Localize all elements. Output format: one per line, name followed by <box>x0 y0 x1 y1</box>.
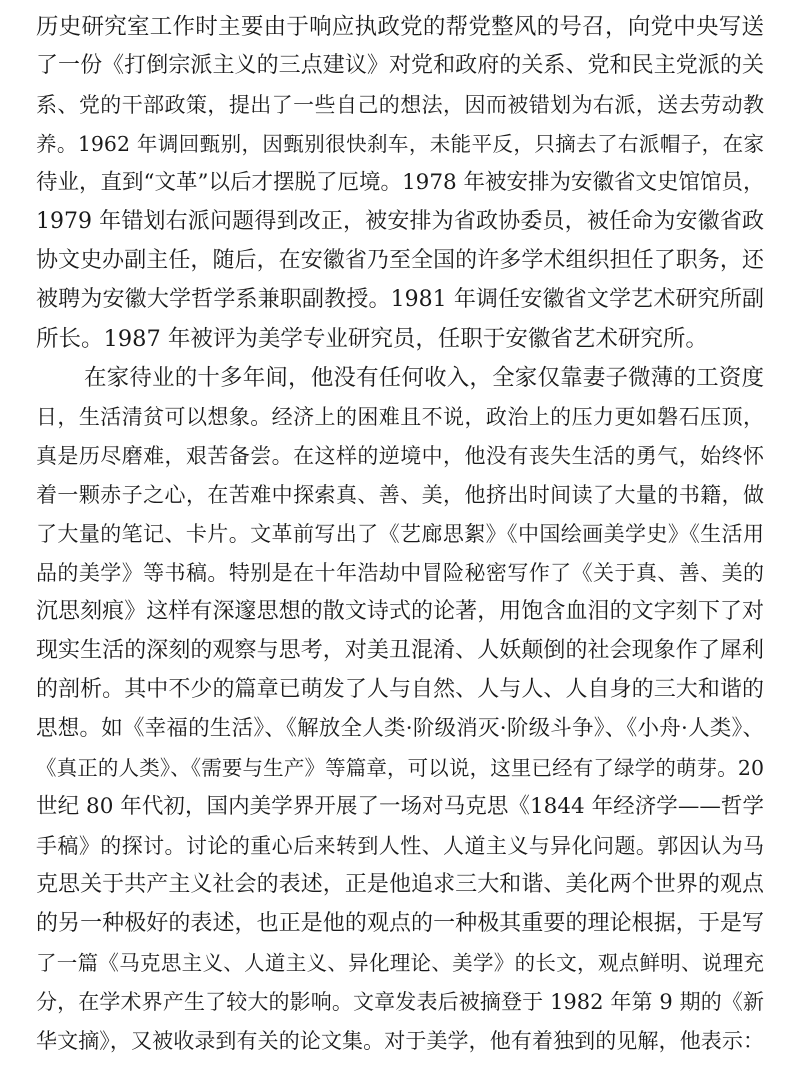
paragraph-end-line: 所长。1987 年被评为美学专业研究员，任职于安徽省艺术研究所。 <box>36 326 708 352</box>
text-line: 华文摘》，又被收录到有关的论文集。对于美学，他有着独到的见解，他表示： <box>36 1029 764 1053</box>
text-line: 历史研究室工作时主要由于响应执政党的帮党整风的号召，向党中央写送 <box>36 14 764 40</box>
text-line: 真是历尽磨难，艰苦备尝。在这样的逆境中，他没有丧失生活的勇气，始终怀 <box>36 444 764 468</box>
text-line: 1979 年错划右派问题得到改正，被安排为省政协委员，被任命为安徽省政 <box>36 209 764 234</box>
text-line: 被聘为安徽大学哲学系兼职副教授。1981 年调任安徽省文学艺术研究所副 <box>36 287 764 312</box>
text-line: 系、党的干部政策，提出了一些自己的想法，因而被错划为右派，送去劳动教 <box>36 93 764 117</box>
text-line: 品的美学》等书稿。特别是在十年浩劫中冒险秘密写作了《关于真、善、美的 <box>36 561 764 585</box>
text-line: 了大量的笔记、卡片。文革前写出了《艺廊思絮》《中国绘画美学史》《生活用 <box>36 522 764 546</box>
text-line: 思想。如《幸福的生活》、《解放全人类·阶级消灭·阶级斗争》、《小舟·人类》、 <box>36 716 764 741</box>
text-line: 克思关于共产主义社会的表述，正是他追求三大和谐、美化两个世界的观点 <box>36 872 764 897</box>
text-line: 着一颗赤子之心，在苦难中探索真、善、美，他挤出时间读了大量的书籍，做 <box>36 483 764 507</box>
text-line: 的剖析。其中不少的篇章已萌发了人与自然、人与人、人自身的三大和谐的 <box>36 677 764 702</box>
text-line: 日，生活清贫可以想象。经济上的困难且不说，政治上的压力更如磐石压顶， <box>36 405 764 429</box>
text-line: 的另一种极好的表述，也正是他的观点的一种极其重要的理论根据，于是写 <box>36 911 764 936</box>
text-line: 沉思刻痕》这样有深邃思想的散文诗式的论著，用饱含血泪的文字刻下了对 <box>36 599 764 624</box>
text-line: 现实生活的深刻的观察与思考，对美丑混淆、人妖颠倒的社会现象作了犀利 <box>36 638 764 663</box>
text-line: 了一份《打倒宗派主义的三点建议》对党和政府的关系、党和民主党派的关 <box>36 53 764 78</box>
text-line: 协文史办副主任，随后，在安徽省乃至全国的许多学术组织担任了职务，还 <box>36 248 764 273</box>
text-line: 待业，直到“文革”以后才摆脱了厄境。1978 年被安排为安徽省文史馆馆员， <box>36 170 765 195</box>
paragraph-first-line: 在家待业的十多年间，他没有任何收入，全家仅靠妻子微薄的工资度 <box>84 365 764 391</box>
text-line: 养。1962 年调回甄别，因甄别很快刹车，未能平反，只摘去了右派帽子，在家 <box>36 132 764 156</box>
text-line: 分，在学术界产生了较大的影响。文章发表后被摘登于 1982 年第 9 期的《新 <box>36 990 764 1014</box>
text-line: 了一篇《马克思主义、人道主义、异化理论、美学》的长文，观点鲜明、说理充 <box>36 951 764 975</box>
text-line: 手稿》的探讨。讨论的重心后来转到人性、人道主义与异化问题。郭因认为马 <box>36 834 764 858</box>
text-line: 世纪 80 年代初，国内美学界开展了一场对马克思《1844 年经济学——哲学 <box>36 794 764 819</box>
text-line: 《真正的人类》、《需要与生产》等篇章，可以说，这里已经有了绿学的萌芽。20 <box>36 756 764 780</box>
